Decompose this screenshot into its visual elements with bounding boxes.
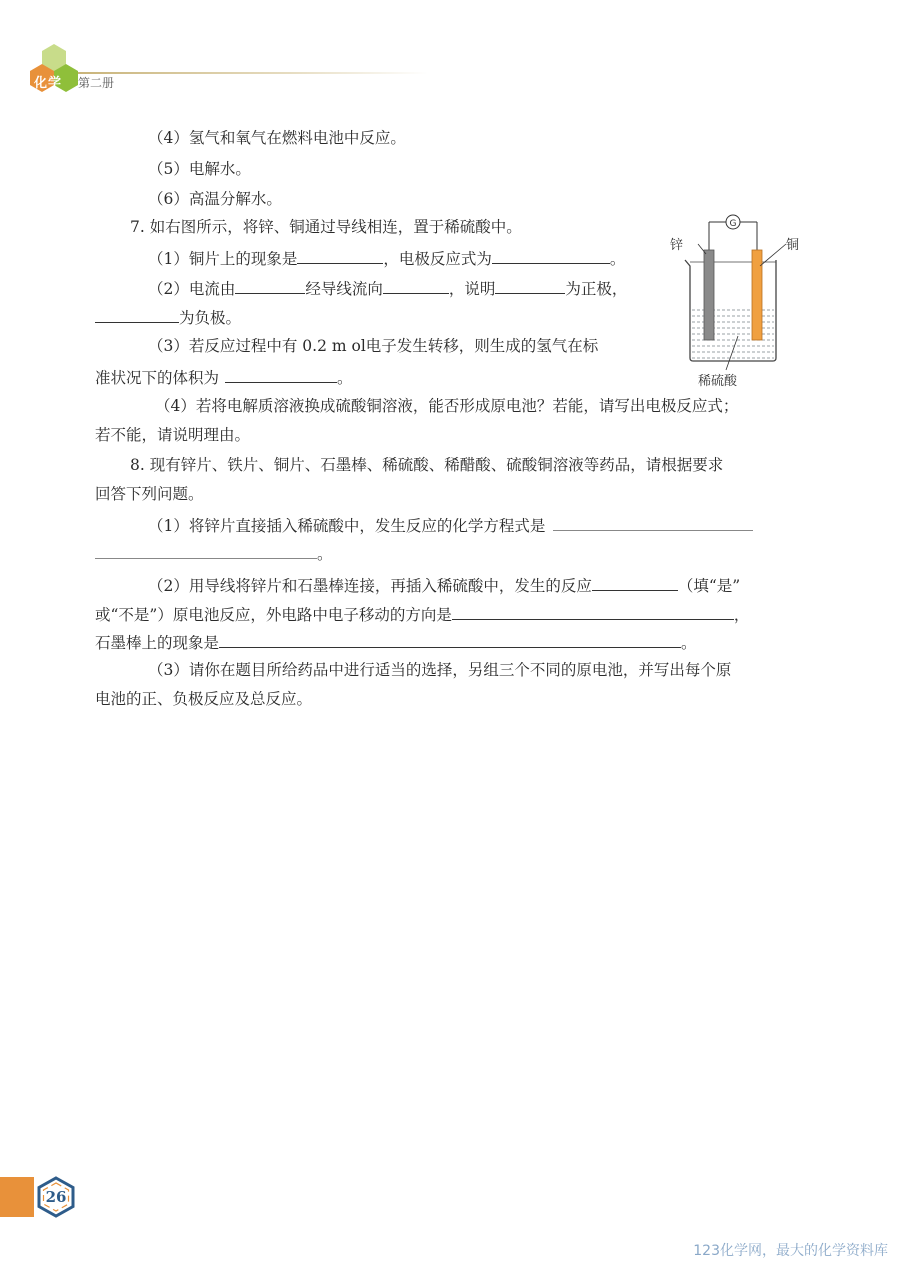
q7-3-text-c: 。 [337,369,353,387]
q8-1-text-a: （1）将锌片直接插入稀硫酸中，发生反应的化学方程式是 [148,517,546,535]
q8-stem: 8. 现有锌片、铁片、铜片、石墨棒、稀硫酸、稀醋酸、硫酸铜溶液等药品，请根据要求 [130,456,724,474]
q8-part-2-cont [95,603,749,625]
subject-brand: 化学 [34,76,63,91]
page-tab-accent [0,1177,34,1217]
q7-1-text-c: 。 [609,250,626,268]
q8-1-text-b: 。 [317,545,333,563]
q8-2-text-f: 。 [681,634,697,652]
answer-blank[interactable] [219,631,681,648]
q7-part-2 [148,277,627,299]
answer-blank[interactable] [297,247,383,264]
q8-stem-cont: 回答下列问题。 [95,485,204,503]
answer-blank[interactable] [495,277,565,294]
q8-part-1 [148,514,753,536]
q6-item-5: （5）电解水。 [148,160,251,178]
page-header [0,0,900,100]
answer-blank[interactable] [235,277,305,294]
q8-2-text-c: 或“不是”）原电池反应，外电路中电子移动的方向是 [95,606,452,624]
answer-blank[interactable] [95,542,317,559]
acid-label: 稀硫酸 [698,374,738,389]
page-number-badge [34,1175,78,1219]
q8-part-2-cont2 [95,631,697,653]
q8-2-text-b: （填“是” [677,577,741,595]
copper-label: 铜 [786,238,800,253]
q6-item-4: （4）氢气和氧气在燃料电池中反应。 [148,129,406,147]
answer-blank[interactable] [592,574,678,591]
q8-2-text-a: （2）用导线将锌片和石墨棒连接，再插入稀硫酸中，发生的反应 [148,577,592,595]
q7-part-3-cont [95,366,353,388]
q7-2-text-d: 为正极， [565,280,628,298]
q7-part-4: （4）若将电解质溶液换成硫酸铜溶液，能否形成原电池？若能，请写出电极反应式； [155,397,739,415]
answer-blank[interactable] [225,366,337,383]
q8-part-2 [148,574,740,596]
q8-2-text-e: 石墨棒上的现象是 [95,634,220,652]
q7-part-3: （3）若反应过程中有 0.2 m ol电子发生转移，则生成的氢气在标 [148,337,599,355]
q8-part-1-cont [95,542,333,564]
q7-2-text-b: 经导线流向 [305,280,383,298]
copper-electrode [752,250,762,340]
q7-stem: 7. 如右图所示，将锌、铜通过导线相连，置于稀硫酸中。 [130,218,522,236]
q7-1-text-b: ，电极反应式为 [383,250,492,268]
zinc-electrode [704,250,714,340]
galvanic-cell-figure [668,208,808,388]
answer-blank[interactable] [95,306,179,323]
answer-blank[interactable] [452,603,734,620]
galvanometer-label: G [729,219,737,229]
q7-2-text-e: 为负极。 [179,309,242,327]
q8-part-3-cont: 电池的正、负极反应及总反应。 [95,690,313,708]
q7-2-text-a: （2）电流由 [148,280,236,298]
site-watermark: 123化学网，最大的化学资料库 [693,1243,888,1259]
q7-part-4-cont: 若不能，请说明理由。 [95,426,251,444]
answer-blank[interactable] [492,247,610,264]
q7-part-2-cont [95,306,241,328]
q8-2-text-d: ， [733,606,750,624]
header-divider [78,72,428,74]
zinc-label: 锌 [670,238,684,253]
q7-2-text-c: ，说明 [448,280,496,298]
book-volume: 第二册 [78,76,115,90]
answer-blank[interactable] [553,514,753,531]
q7-part-1 [148,247,625,269]
q7-1-text-a: （1）铜片上的现象是 [148,250,298,268]
answer-blank[interactable] [383,277,449,294]
page-number: 26 [45,1188,67,1206]
q7-3-text-b: 准状况下的体积为 [95,369,220,387]
q8-part-3: （3）请你在题目所给药品中进行适当的选择，另组三个不同的原电池，并写出每个原 [148,661,732,679]
q6-item-6: （6）高温分解水。 [148,190,282,208]
